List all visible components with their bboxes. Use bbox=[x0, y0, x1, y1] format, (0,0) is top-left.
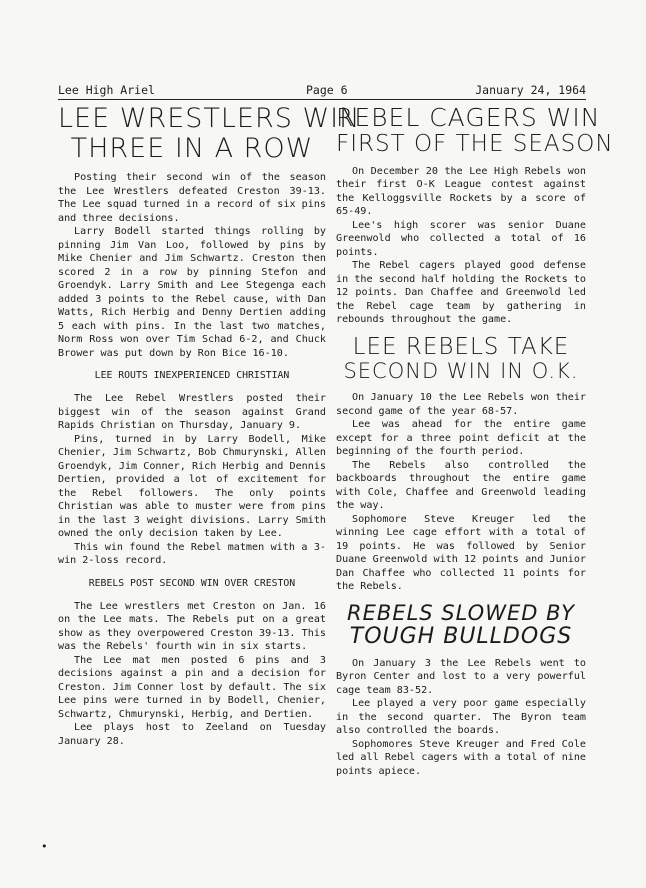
cagers-headline-line-1: REBEL CAGERS WIN bbox=[336, 103, 601, 132]
second-win-paragraph: The Rebels also controlled the backboards throughout the entire game with Cole, Chaffee and Greenwold leading the way. bbox=[336, 459, 586, 512]
left-column bbox=[58, 103, 361, 748]
second-win-headline-line-2: SECOND WIN IN O.K. bbox=[343, 359, 579, 384]
bulldogs-paragraph: On January 3 the Lee Rebels went to Byron Center and lost to a very powerful cage team 83-52. bbox=[336, 657, 586, 696]
bulldogs-headline-line-1: REBELS SLOWED BY bbox=[347, 600, 575, 625]
cagers-paragraph: On December 20 the Lee High Rebels won their first O-K League contest against the Kelloggsville Rockets by a score of 65-49. bbox=[336, 165, 586, 218]
masthead bbox=[58, 83, 586, 100]
cagers-paragraph: Lee's high scorer was senior Duane Greenwold who collected a total of 16 points. bbox=[336, 219, 586, 258]
bulldogs-paragraph: Sophomores Steve Kreuger and Fred Cole led all Rebel cagers with a total of nine points apiece. bbox=[336, 738, 586, 777]
second-win-paragraph: Lee was ahead for the entire game except for a three point deficit at the beginning of the fourth period. bbox=[336, 419, 586, 458]
second-win-headline-line-1: LEE REBELS TAKE bbox=[352, 333, 570, 360]
cagers-article bbox=[336, 103, 614, 327]
wrestlers-paragraph: Posting their second win of the season the Lee Wrestlers defeated Creston 39-13. The Lee squad turned in a record of six pins and three decisions. bbox=[58, 172, 326, 224]
bulldogs-article bbox=[336, 602, 586, 779]
christian-paragraph: This win found the Rebel matmen with a 3-win 2-loss record. bbox=[58, 541, 326, 567]
second-win-paragraph: On January 10 the Lee Rebels won their second game of the year 68-57. bbox=[336, 392, 586, 417]
issue-date: January 24, 1964 bbox=[475, 83, 586, 97]
christian-article bbox=[58, 370, 326, 568]
christian-paragraph: Pins, turned in by Larry Bodell, Mike Chenier, Jim Schwartz, Bob Chmurynski, Allen Groendyk, Jim Conner, Rich Herbig and Dennis Dertien, provided a lot of excitement for the Rebel followers. The only points Christian was able to muster were from pins in the last 3 weight divisions. Larry Smith owned the only decision taken by Lee. bbox=[58, 433, 326, 540]
bulldogs-headline-line-2: TOUGH BULLDOGS bbox=[349, 623, 573, 649]
christian-paragraph: The Lee Rebel Wrestlers posted their biggest win of the season against Grand Rapids Christian on Thursday, January 9. bbox=[58, 393, 326, 432]
christian-subheadline: LEE ROUTS INEXPERIENCED CHRISTIAN bbox=[94, 370, 290, 382]
cagers-paragraph: The Rebel cagers played good defense in the second half holding the Rockets to 12 points. Dan Chaffee and Greenwold led the Rebel cage team by gathering in rebounds throughout the game. bbox=[336, 260, 586, 326]
paper-name: Lee High Ariel bbox=[58, 83, 155, 97]
creston-paragraph: The Lee mat men posted 6 pins and 3 decisions against a pin and a decision for Creston. Jim Conner lost by default. The six Lee pins were turned in by Bodell, Chenier, Schwartz, Chmurynski, Herbig, and Dertien. bbox=[58, 654, 326, 720]
bulldogs-paragraph: Lee played a very poor game especially in the second quarter. The Byron team also controlled the boards. bbox=[336, 698, 586, 737]
wrestlers-headline-line-1: LEE WRESTLERS WIN bbox=[58, 103, 361, 134]
creston-article bbox=[58, 578, 326, 749]
right-column bbox=[336, 103, 614, 778]
creston-subheadline: REBELS POST SECOND WIN OVER CRESTON bbox=[88, 577, 296, 589]
wrestlers-paragraph: Larry Bodell started things rolling by pinning Jim Van Loo, followed by pins by Mike Chenier and Jim Schwartz. Creston then scored 2 in a row by pinning Stefon and Groendyk. Larry Smith and Lee Stegenga each added 3 points to the Rebel cause, with Dan Watts, Rich Herbig and Denny Dertien adding 5 each with pins. In the last two matches, Norm Ross won over Tim Schad 6-2, and Chuck Brower was put down by Ron Bice 16-10. bbox=[58, 226, 326, 359]
second-win-article bbox=[336, 335, 586, 594]
cagers-headline-line-2: FIRST OF THE SEASON bbox=[336, 130, 614, 157]
page-number: Page 6 bbox=[306, 83, 348, 97]
creston-paragraph: The Lee wrestlers met Creston on Jan. 16 on the Lee mats. The Rebels put on a great show as they overpowered Creston 39-13. This was the Rebels' fourth win in six starts. bbox=[58, 600, 326, 653]
page-corner-mark: • bbox=[41, 840, 48, 853]
wrestlers-headline-line-2: THREE IN A ROW bbox=[70, 132, 314, 164]
wrestlers-article bbox=[58, 103, 361, 360]
creston-paragraph: Lee plays host to Zeeland on Tuesday January 28. bbox=[58, 722, 326, 747]
second-win-paragraph: Sophomore Steve Kreuger led the winning Lee cage effort with a total of 19 points. He was followed by Senior Duane Greenwold with 12 points and Junior Dan Chaffee who collected 11 points for the Rebels. bbox=[336, 513, 586, 593]
